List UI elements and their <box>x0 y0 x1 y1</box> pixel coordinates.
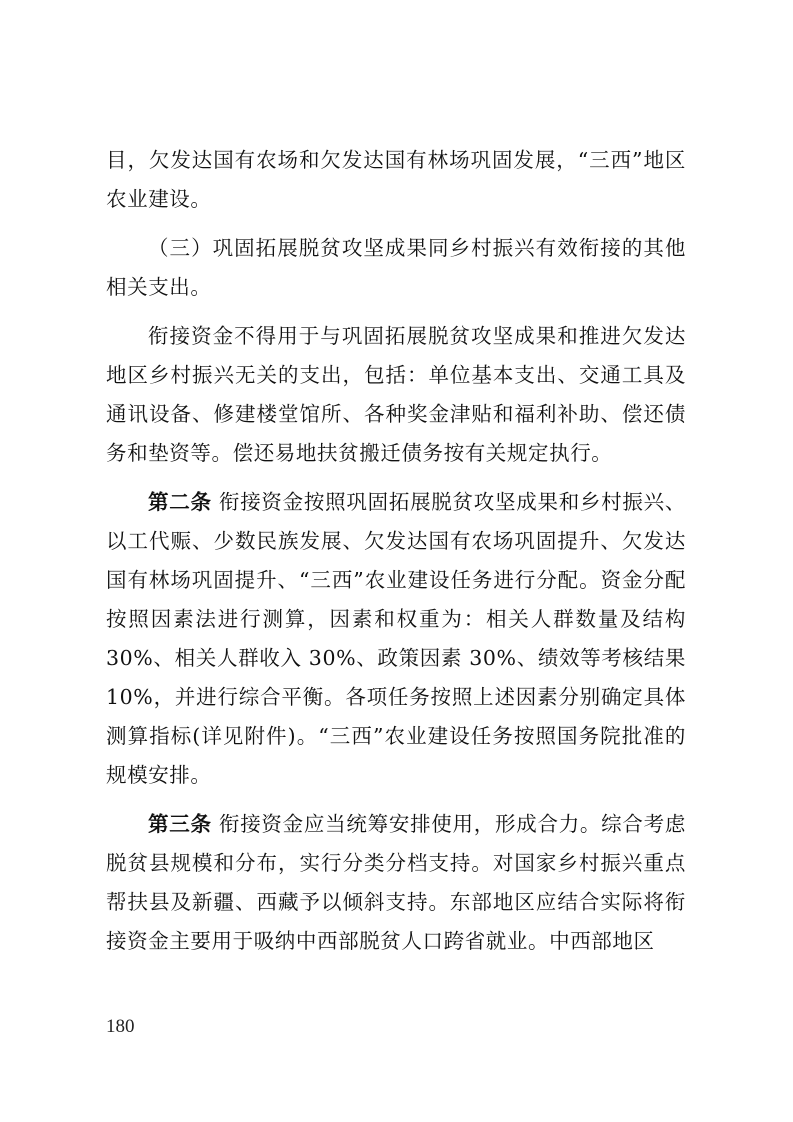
page-number: 180 <box>106 1016 135 1037</box>
article-three-label: 第三条 <box>148 812 212 836</box>
article-two-text: 衔接资金按照巩固拓展脱贫攻坚成果和乡村振兴、以工代赈、少数民族发展、欠发达国有农场巩固提升、欠发达国有林场巩固提升、“三西”农业建设任务进行分配。资金分配按照因素法进行测算，因素和权重为：相关人群数量及结构 30%、相关人群收入 30%、政策因素 30%、绩效等考核结果 10%，并进行综合平衡。各项任务按照上述因素分别确定具体测算指标(详见附件)。“三西”农业建设任务按照国务院批准的规模安排。 <box>106 490 686 787</box>
document-body <box>106 141 686 961</box>
paragraph-article-two <box>106 483 686 795</box>
paragraph-item-three: （三）巩固拓展脱贫攻坚成果同乡村振兴有效衔接的其他相关支出。 <box>106 236 686 299</box>
article-three-text: 衔接资金应当统筹安排使用，形成合力。综合考虑脱贫县规模和分布，实行分类分档支持。对国家乡村振兴重点帮扶县及新疆、西藏予以倾斜支持。东部地区应结合实际将衔接资金主要用于吸纳中西部脱贫人口跨省就业。中西部地区 <box>106 812 686 953</box>
article-two-label: 第二条 <box>148 490 212 514</box>
paragraph-article-three <box>106 805 686 961</box>
paragraph-continued: 目，欠发达国有农场和欠发达国有林场巩固发展，“三西”地区农业建设。 <box>106 148 686 211</box>
paragraph-prohibited-uses: 衔接资金不得用于与巩固拓展脱贫攻坚成果和推进欠发达地区乡村振兴无关的支出，包括：单位基本支出、交通工具及通讯设备、修建楼堂馆所、各种奖金津贴和福利补助、偿还债务和垫资等。偿还易地扶贫搬迁债务按有关规定执行。 <box>106 324 686 465</box>
